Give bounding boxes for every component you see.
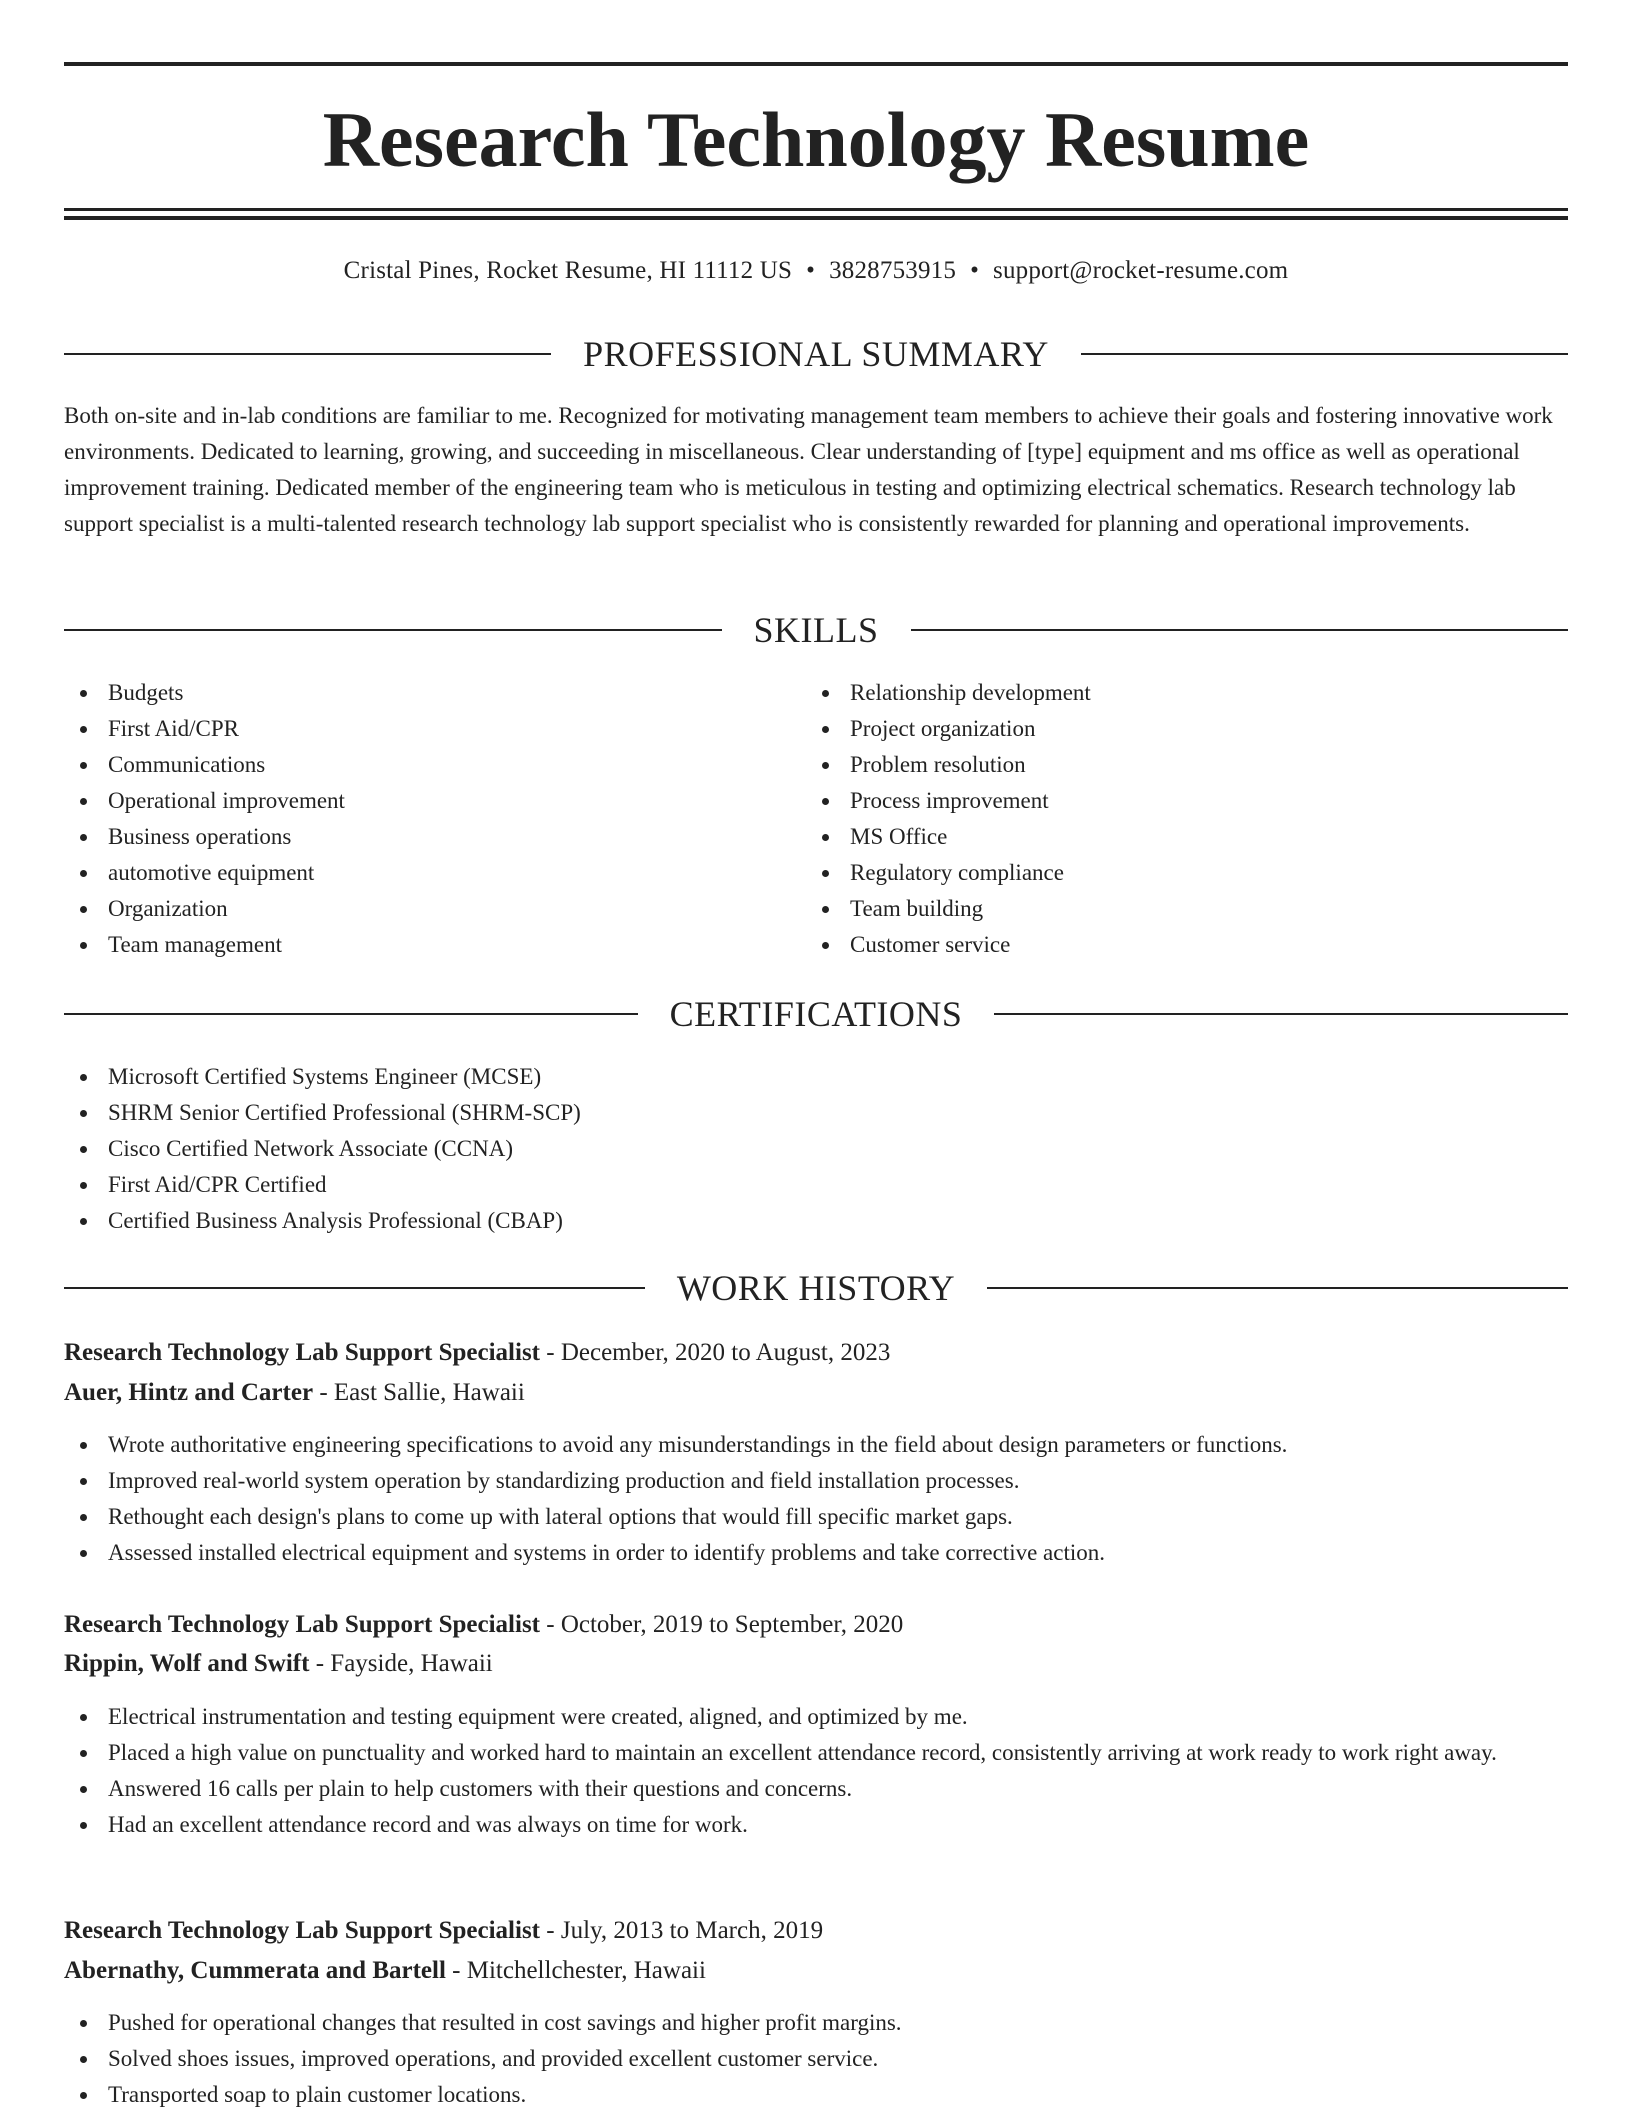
skill-item: Relationship development: [806, 675, 1566, 711]
contact-address: Cristal Pines, Rocket Resume, HI 11112 US: [343, 257, 793, 284]
job-bullet: Placed a high value on punctuality and worked hard to maintain an excellent attendance record, consistently arriving at work ready to work right away.: [64, 1735, 1568, 1771]
job-title-line: [64, 1912, 1568, 1950]
heading-rule-left: [64, 353, 551, 355]
skill-item: Operational improvement: [64, 783, 764, 819]
job-bullet: Assessed installed electrical equipment and systems in order to identify problems and take corrective action.: [64, 1535, 1568, 1571]
job-bullet: Electrical instrumentation and testing equipment were created, aligned, and optimized by me.: [64, 1699, 1568, 1735]
job-bullet: Answered 16 calls per plain to help customers with their questions and concerns.: [64, 1771, 1568, 1807]
skill-item: automotive equipment: [64, 855, 764, 891]
job-bullet: Had an excellent attendance record and was always on time for work.: [64, 1807, 1568, 1843]
contact-line: [64, 254, 1568, 288]
skill-item: Communications: [64, 747, 764, 783]
certification-item: SHRM Senior Certified Professional (SHRM-SCP): [64, 1095, 1564, 1131]
job-location: - Mitchellchester, Hawaii: [452, 1957, 706, 1984]
job-bullet-list: [64, 1427, 1568, 1571]
contact-email: support@rocket-resume.com: [993, 257, 1289, 284]
heading-rule-left: [64, 1013, 638, 1015]
job-company: Rippin, Wolf and Swift: [64, 1650, 310, 1677]
title-double-rule: [64, 208, 1568, 220]
job-bullet: Rethought each design's plans to come up with lateral options that would fill specific market gaps.: [64, 1499, 1568, 1535]
job-dates: - October, 2019 to September, 2020: [546, 1611, 904, 1638]
heading-rule-right: [1081, 353, 1568, 355]
work-history-heading-label: WORK HISTORY: [676, 1268, 956, 1308]
job-company-line: [64, 1952, 1568, 1990]
skills-heading-label: SKILLS: [753, 610, 879, 650]
job-company-line: [64, 1374, 1568, 1412]
summary-text: Both on-site and in-lab conditions are familiar to me. Recognized for motivating management team members to achieve their goals and fostering innovative work environments. Dedicated to learning, growing, and succeeding in miscellaneous. Clear understanding of [type] equipment and ms office as well as operational improvement training. Dedicated member of the engineering team who is meticulous in testing and optimizing electrical schematics. Research technology lab support specialist is a multi-talented research technology lab support specialist who is consistently rewarded for planning and operational improvements.: [64, 403, 1553, 536]
job-bullet: Transported soap to plain customer locations.: [64, 2077, 1568, 2112]
certifications-heading: [64, 992, 1568, 1036]
skill-item: Project organization: [806, 711, 1566, 747]
job-bullet: Solved shoes issues, improved operations, and provided excellent customer service.: [64, 2041, 1568, 2077]
contact-separator: •: [806, 257, 816, 284]
job-title: Research Technology Lab Support Specialist: [64, 1917, 541, 1944]
certification-item: Cisco Certified Network Associate (CCNA): [64, 1131, 1564, 1167]
resume-title: Research Technology Resume: [322, 96, 1310, 183]
job-company: Abernathy, Cummerata and Bartell: [64, 1957, 446, 1984]
contact-phone: 3828753915: [829, 257, 957, 284]
skill-item: Organization: [64, 891, 764, 927]
job-location: - East Sallie, Hawaii: [319, 1379, 525, 1406]
skills-list-left: [64, 675, 764, 963]
work-history-heading: [64, 1266, 1568, 1310]
skill-item: Problem resolution: [806, 747, 1566, 783]
skill-item: Regulatory compliance: [806, 855, 1566, 891]
skill-item: Customer service: [806, 927, 1566, 963]
job-bullet: Pushed for operational changes that resulted in cost savings and higher profit margins.: [64, 2005, 1568, 2041]
job-location: - Fayside, Hawaii: [315, 1650, 493, 1677]
skill-item: First Aid/CPR: [64, 711, 764, 747]
job-bullet-list: [64, 2005, 1568, 2112]
job-dates: - July, 2013 to March, 2019: [546, 1917, 824, 1944]
heading-rule-left: [64, 1287, 645, 1289]
heading-rule-right: [994, 1013, 1568, 1015]
top-rule: [64, 62, 1568, 66]
skill-item: Team management: [64, 927, 764, 963]
job-title-line: [64, 1334, 1568, 1372]
job-bullet-list: [64, 1699, 1568, 1843]
job-company: Auer, Hintz and Carter: [64, 1379, 314, 1406]
heading-rule-right: [911, 629, 1569, 631]
skills-heading: [64, 608, 1568, 652]
contact-separator: •: [970, 257, 980, 284]
skill-item: Process improvement: [806, 783, 1566, 819]
job-dates: - December, 2020 to August, 2023: [546, 1339, 891, 1366]
summary-heading-label: PROFESSIONAL SUMMARY: [583, 334, 1049, 374]
job-title-line: [64, 1606, 1568, 1644]
certifications-list: [64, 1059, 1564, 1239]
heading-rule-left: [64, 629, 722, 631]
certification-item: Microsoft Certified Systems Engineer (MCSE): [64, 1059, 1564, 1095]
skill-item: MS Office: [806, 819, 1566, 855]
skill-item: Budgets: [64, 675, 764, 711]
skill-item: Team building: [806, 891, 1566, 927]
job-bullet: Improved real-world system operation by standardizing production and field installation processes.: [64, 1463, 1568, 1499]
job-title: Research Technology Lab Support Specialist: [64, 1611, 541, 1638]
certifications-heading-label: CERTIFICATIONS: [669, 994, 963, 1034]
skill-item: Business operations: [64, 819, 764, 855]
summary-heading: [64, 332, 1568, 376]
job-company-line: [64, 1645, 1568, 1683]
job-bullet: Wrote authoritative engineering specifications to avoid any misunderstandings in the field about design parameters or functions.: [64, 1427, 1568, 1463]
job-title: Research Technology Lab Support Specialist: [64, 1339, 541, 1366]
certification-item: First Aid/CPR Certified: [64, 1167, 1564, 1203]
skills-list-right: [806, 675, 1566, 963]
certification-item: Certified Business Analysis Professional (CBAP): [64, 1203, 1564, 1239]
heading-rule-right: [987, 1287, 1568, 1289]
